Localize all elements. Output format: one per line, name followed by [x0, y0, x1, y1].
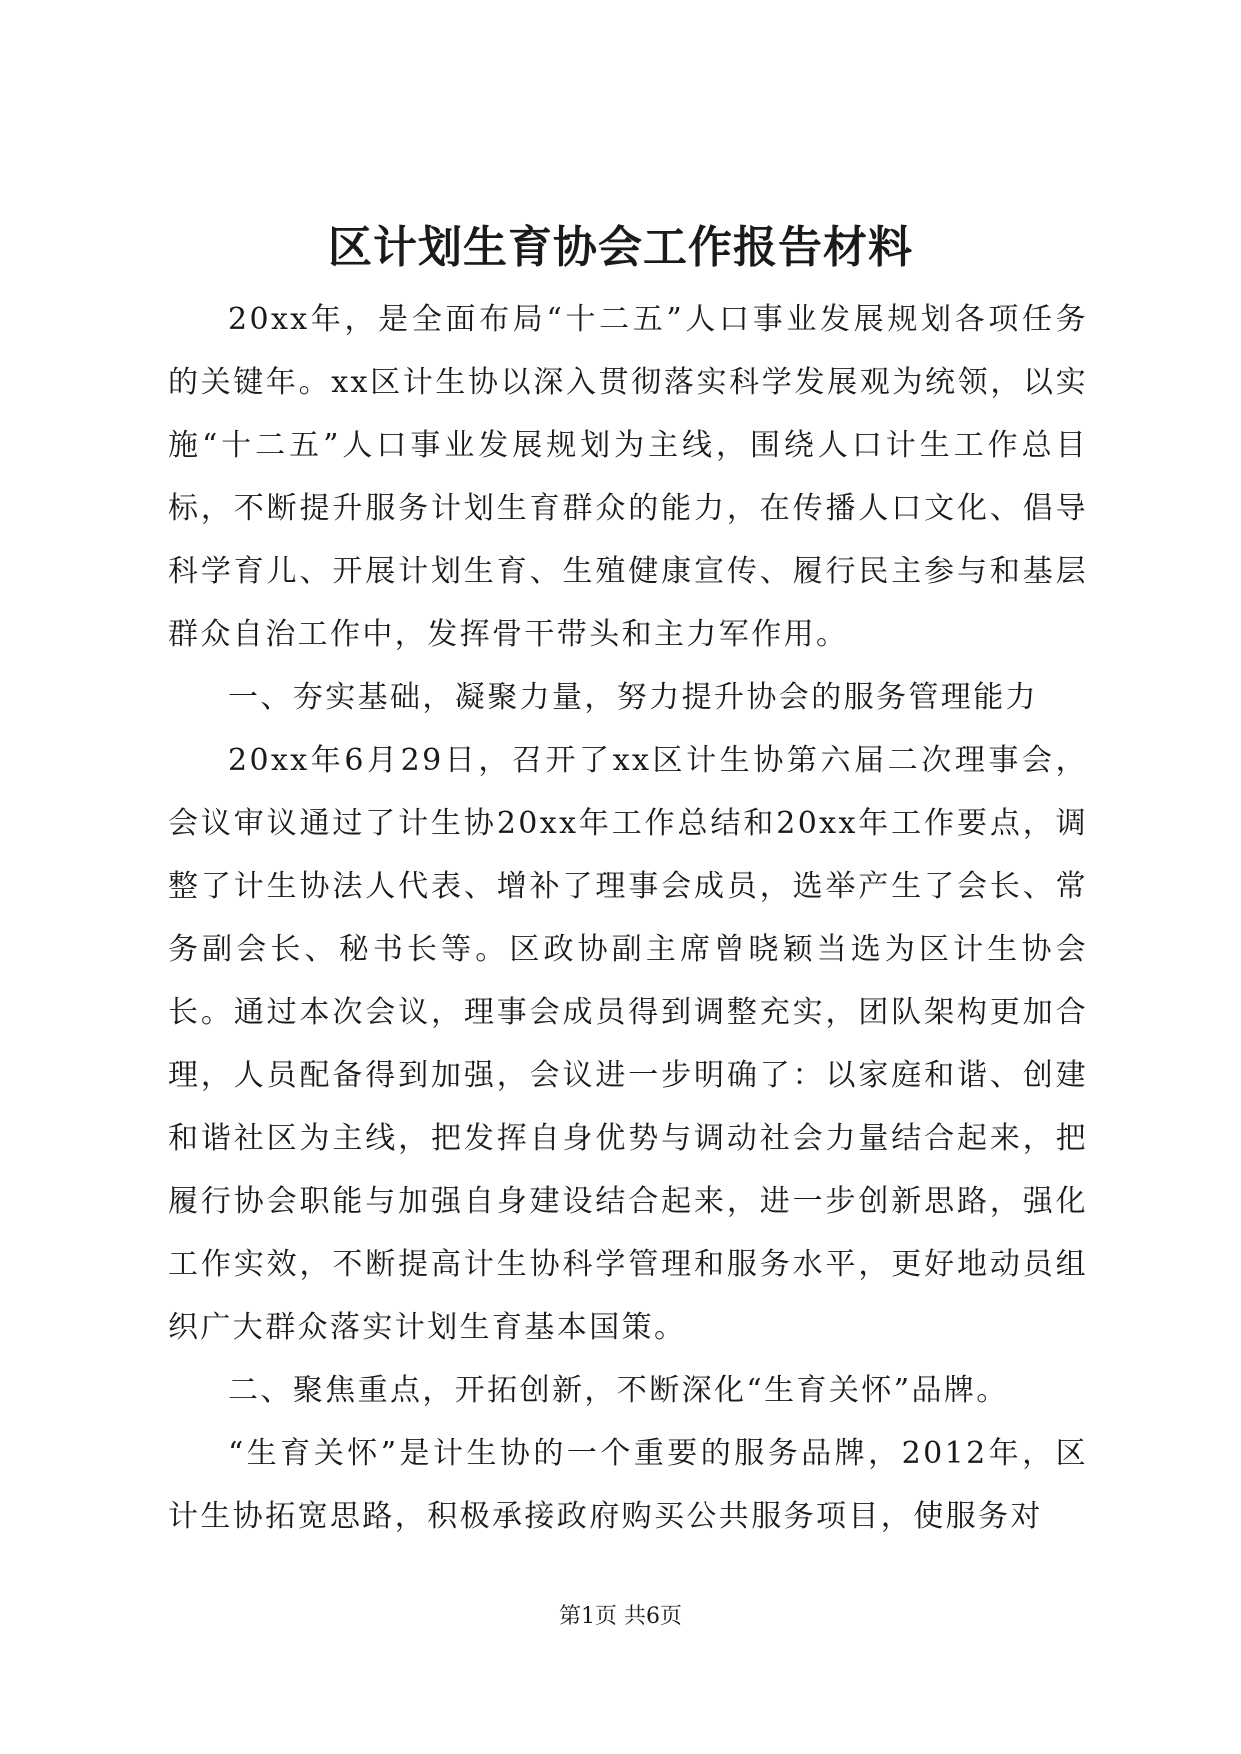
- paragraph-intro: 20xx年，是全面布局“十二五”人口事业发展规划各项任务的关键年。xx区计生协以深入贯彻落实科学发展观为统领，以实施“十二五”人口事业发展规划为主线，围绕人口计生工作总目标，不断提升服务计划生育群众的能力，在传播人口文化、倡导科学育儿、开展计划生育、生殖健康宣传、履行民主参与和基层群众自治工作中，发挥骨干带头和主力军作用。: [168, 302, 1088, 652]
- paragraph-section-2: “生育关怀”是计生协的一个重要的服务品牌，2012年，区计生协拓宽思路，积极承接政府购买公共服务项目，使服务对: [168, 1436, 1088, 1534]
- document-title: 区计划生育协会工作报告材料: [328, 222, 913, 273]
- paragraph-section-1: 20xx年6月29日，召开了xx区计生协第六届二次理事会，会议审议通过了计生协20xx年工作总结和20xx年工作要点，调整了计生协法人代表、增补了理事会成员，选举产生了会长、常务副会长、秘书长等。区政协副主席曾晓颖当选为区计生协会长。通过本次会议，理事会成员得到调整充实，团队架构更加合理，人员配备得到加强，会议进一步明确了：以家庭和谐、创建和谐社区为主线，把发挥自身优势与调动社会力量结合起来，把履行协会职能与加强自身建设结合起来，进一步创新思路，强化工作实效，不断提高计生协科学管理和服务水平，更好地动员组织广大群众落实计划生育基本国策。: [168, 743, 1088, 1345]
- section-heading-1: 一、夯实基础，凝聚力量，努力提升协会的服务管理能力: [228, 680, 1038, 715]
- document-body: [168, 288, 1088, 1548]
- section-heading-2: 二、聚焦重点，开拓创新，不断深化“生育关怀”品牌。: [228, 1373, 1009, 1408]
- page-number-footer: 第1页 共6页: [559, 1604, 682, 1629]
